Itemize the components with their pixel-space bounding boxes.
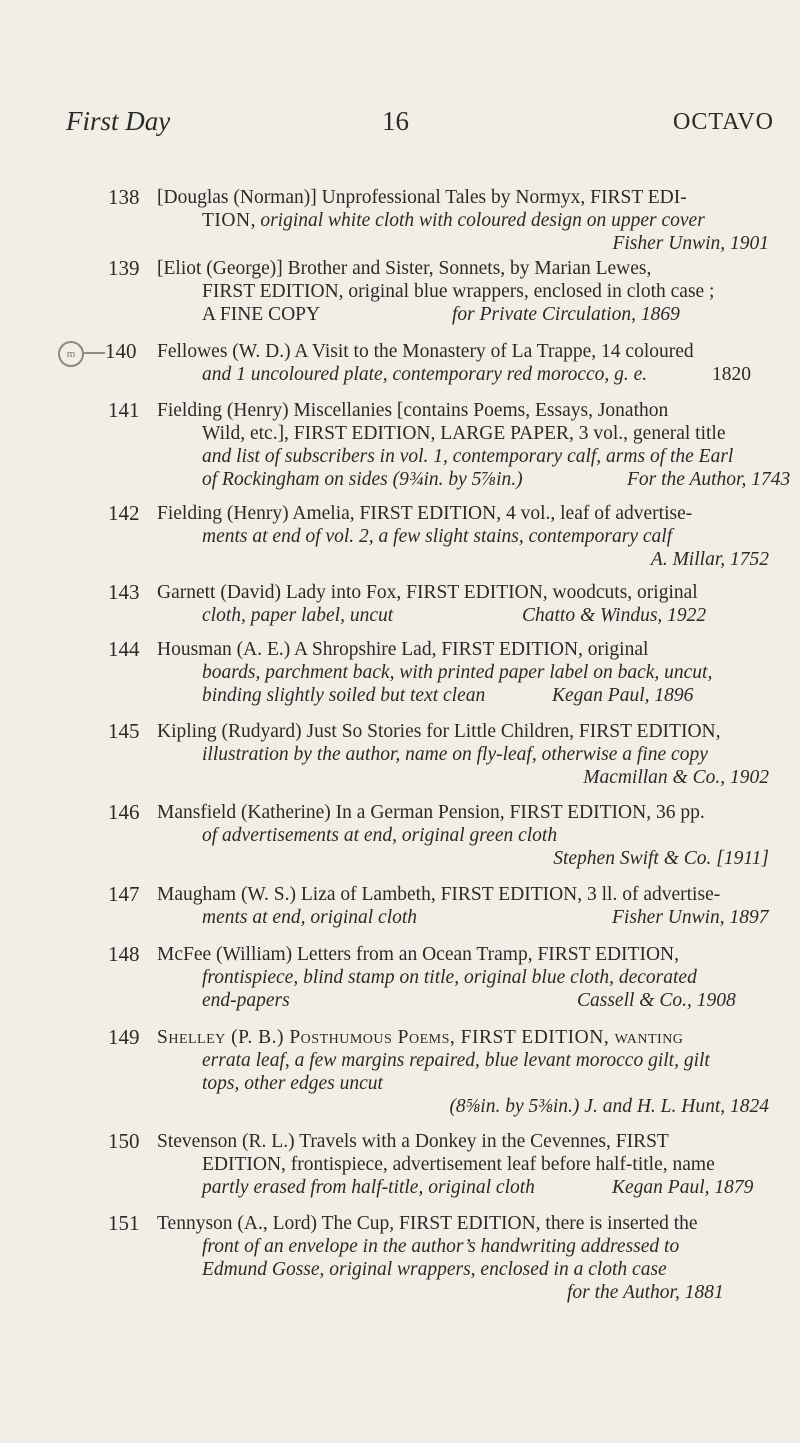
lot-description: [157, 801, 775, 870]
lot-line: cloth, paper label, uncut Chatto & Windus, 1922: [202, 605, 707, 626]
lot-line: of advertisements at end, original green cloth: [202, 825, 558, 846]
lot-line: and 1 uncoloured plate, contemporary red morocco, g. e. 1820: [202, 364, 751, 385]
lot-line: front of an envelope in the author’s handwriting addressed to: [202, 1236, 680, 1257]
lot-number: 143: [108, 580, 140, 604]
lot-imprint: (8⅝in. by 5⅜in.) J. and H. L. Hunt, 1824: [449, 1096, 769, 1117]
page-header: [0, 106, 800, 146]
lot-line: Stevenson (R. L.) Travels with a Donkey in the Cevennes, FIRST: [157, 1131, 669, 1152]
lot-number: 151: [108, 1211, 140, 1235]
lot-line: Housman (A. E.) A Shropshire Lad, FIRST EDITION, original: [157, 639, 649, 660]
lot-number: 142: [108, 501, 140, 525]
lot-number: 147: [108, 882, 140, 906]
lot-line: Edmund Gosse, original wrappers, enclosed in a cloth case: [202, 1259, 667, 1280]
lot-line: Maugham (W. S.) Liza of Lambeth, FIRST EDITION, 3 ll. of advertise-: [157, 884, 721, 905]
lot-description: [157, 883, 775, 929]
lot-number: 145: [108, 719, 140, 743]
lot-description: [157, 943, 775, 1012]
lot-line: boards, parchment back, with printed paper label on back, uncut,: [202, 662, 713, 683]
lot-line: partly erased from half-title, original cloth Kegan Paul, 1879: [202, 1177, 754, 1198]
lot-line: Fielding (Henry) Miscellanies [contains Poems, Essays, Jonathon: [157, 400, 669, 421]
lot-line: tops, other edges uncut: [202, 1073, 383, 1094]
lot-imprint: Fisher Unwin, 1901: [612, 233, 769, 254]
lot-description: [157, 1026, 775, 1118]
lot-line: and list of subscribers in vol. 1, contemporary calf, arms of the Earl: [202, 446, 734, 467]
lot-line: for the Author, 1881: [567, 1282, 724, 1303]
lot-description: [157, 720, 775, 789]
lot-description: [157, 1130, 775, 1199]
lot-line: Tennyson (A., Lord) The Cup, FIRST EDITION, there is inserted the: [157, 1213, 698, 1234]
lot-line: Fielding (Henry) Amelia, FIRST EDITION, 4 vol., leaf of advertise-: [157, 503, 693, 524]
lot-number: 144: [108, 637, 140, 661]
lot-line: binding slightly soiled but text clean Kegan Paul, 1896: [202, 685, 694, 706]
lot-line: illustration by the author, name on fly-leaf, otherwise a fine copy: [202, 744, 708, 765]
lot-line: TION, original white cloth with coloured design on upper cover: [202, 210, 705, 231]
lot-description: [157, 186, 775, 255]
lot-line: Fellowes (W. D.) A Visit to the Monastery of La Trappe, 14 coloured: [157, 341, 694, 362]
lot-line: FIRST EDITION, original blue wrappers, enclosed in cloth case ;: [202, 281, 715, 302]
lot-imprint: Macmillan & Co., 1902: [583, 767, 769, 788]
annotation-mark: m: [58, 341, 84, 367]
lot-line: of Rockingham on sides (9¾in. by 5⅞in.) For the Author, 1743: [202, 469, 791, 490]
lot-number: 139: [108, 256, 140, 280]
lot-number: 150: [108, 1129, 140, 1153]
lot-line: end-papers Cassell & Co., 1908: [202, 990, 736, 1011]
lot-number: 138: [108, 185, 140, 209]
lot-line: Wild, etc.], FIRST EDITION, LARGE PAPER, 3 vol., general title: [202, 423, 726, 444]
page-number: 16: [382, 106, 409, 136]
lot-imprint: A. Millar, 1752: [650, 549, 769, 570]
lot-number: —140: [84, 339, 137, 363]
lot-line: McFee (William) Letters from an Ocean Tramp, FIRST EDITION,: [157, 944, 679, 965]
sale-day: First Day: [66, 106, 171, 136]
lot-number: 149: [108, 1025, 140, 1049]
lot-line: Garnett (David) Lady into Fox, FIRST EDITION, woodcuts, original: [157, 582, 698, 603]
lot-line: Mansfield (Katherine) In a German Pension, FIRST EDITION, 36 pp.: [157, 802, 705, 823]
lot-description: [157, 581, 775, 627]
lot-line: A FINE COPY for Private Circulation, 1869: [202, 304, 680, 325]
lot-line: errata leaf, a few margins repaired, blue levant morocco gilt, gilt: [202, 1050, 710, 1071]
format-heading: OCTAVO: [673, 109, 774, 135]
lot-imprint: Stephen Swift & Co. [1911]: [553, 848, 769, 869]
lot-description: [157, 340, 775, 386]
lot-line: ments at end, original cloth Fisher Unwin, 1897: [202, 907, 769, 928]
lot-line: ments at end of vol. 2, a few slight stains, contemporary calf: [202, 526, 673, 547]
lot-line: EDITION, frontispiece, advertisement leaf before half-title, name: [202, 1154, 715, 1175]
lot-description: [157, 502, 775, 571]
lot-description: [157, 399, 791, 491]
lot-number: 146: [108, 800, 140, 824]
lot-line: Kipling (Rudyard) Just So Stories for Little Children, FIRST EDITION,: [157, 721, 721, 742]
lot-line: [Douglas (Norman)] Unprofessional Tales by Normyx, FIRST EDI-: [157, 187, 687, 208]
lot-description: [157, 257, 775, 326]
lot-line: Shelley (P. B.) Posthumous Poems, FIRST EDITION, wanting: [157, 1027, 684, 1048]
lot-line: frontispiece, blind stamp on title, original blue cloth, decorated: [202, 967, 697, 988]
lot-line: [Eliot (George)] Brother and Sister, Sonnets, by Marian Lewes,: [157, 258, 652, 279]
lot-description: [157, 638, 775, 707]
lot-number: 148: [108, 942, 140, 966]
lot-number: 141: [108, 398, 140, 422]
lot-description: [157, 1212, 775, 1304]
